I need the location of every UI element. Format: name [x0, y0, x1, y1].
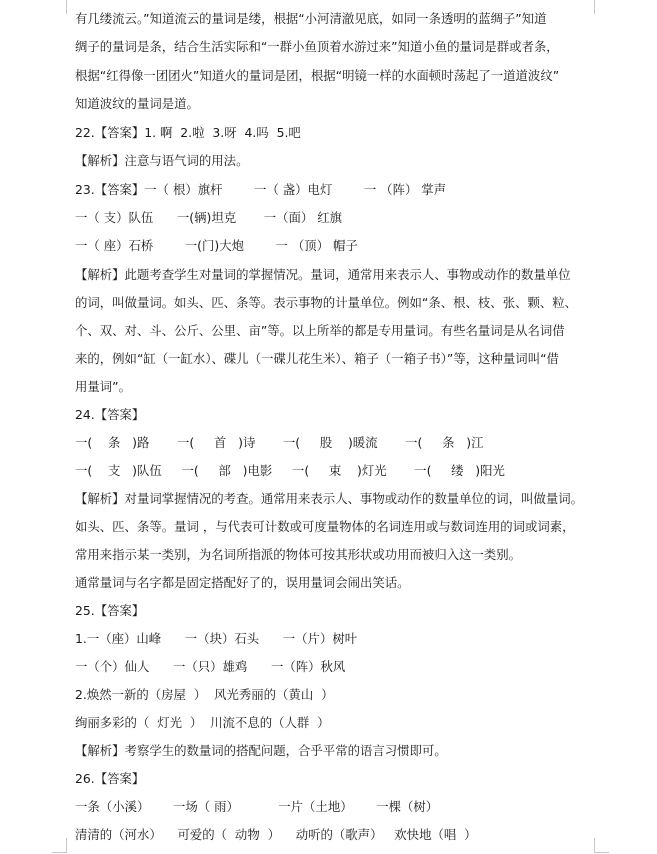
text-line: 绸子的量词是条，结合生活实际和“一群小鱼顶着水游过来”知道小鱼的量词是群或者条，: [75, 39, 559, 54]
answer-26-line: 一条（小溪） 一场（ 雨） 一片（土地） 一棵（树）: [75, 799, 439, 814]
answer-25-line: 绚丽多彩的（ 灯光 ） 川流不息的（人群 ）: [75, 715, 330, 730]
analysis-22-line: 【解析】注意与语气词的用法。: [75, 153, 249, 168]
answer-26-line: 清清的（河水） 可爱的（ 动物 ） 动听的（歌声） 欢快地（唱 ）: [75, 827, 477, 842]
answer-23-line: 23.【答案】一（ 根）旗杆 一（ 盏）电灯 一 （阵） 掌声: [75, 182, 447, 197]
text-line: 知道波纹的量词是道。: [75, 96, 199, 111]
analysis-23-line: 用量词”。: [75, 379, 131, 394]
answer-23-line: 一（ 座）石桥 一(门)大炮 一 （顶） 帽子: [75, 238, 358, 253]
answer-25-line: 一（个）仙人 一（只）雄鸡 一（阵）秋风: [75, 659, 346, 674]
answer-24-heading: 24.【答案】: [75, 407, 145, 422]
crop-mark-top-left: [52, 0, 67, 14]
answer-24-line: 一( 支 )队伍 一( 部 )电影 一( 束 )灯光 一( 缕 )阳光: [75, 463, 505, 478]
answer-25-line: 2.焕然一新的（房屋 ） 风光秀丽的（黄山 ）: [75, 687, 334, 702]
answer-24-line: 一( 条 )路 一( 首 )诗 一( 股 )暖流 一( 条 )江: [75, 435, 484, 450]
crop-mark-bottom-right: [594, 838, 609, 853]
analysis-23-line: 来的，例如“缸（一缸水）、碟儿（一碟儿花生米）、箱子（一箱子书）”等，这种量词叫“借: [75, 351, 559, 366]
analysis-24-line: 如头、匹、条等。量词 ，与代表可计数或可度量物体的名词连用或与数词连用的词或词素，: [75, 519, 575, 534]
analysis-25-line: 【解析】考察学生的数量词的搭配问题，合乎平常的语言习惯即可。: [75, 743, 447, 758]
analysis-23-line: 的词，叫做量词。如头、匹、条等。表示事物的计量单位。例如“条、根、枝、张、颗、粒、: [75, 295, 578, 310]
answer-25-line: 1.一（座）山峰 一（块）石头 一（片）树叶: [75, 631, 358, 646]
analysis-23-line: 【解析】此题考查学生对量词的掌握情况。量词，通常用来表示人、事物或动作的数量单位: [75, 267, 571, 282]
text-line: 有几缕流云。”知道流云的量词是缕，根据“小河清澈见底，如同一条透明的蓝绸子”知道: [75, 11, 547, 26]
crop-mark-top-right: [594, 0, 609, 14]
answer-22-line: 22.【答案】1. 啊 2.啦 3.呀 4.吗 5.吧: [75, 125, 301, 140]
text-line: 根据“红得像一团团火”知道火的量词是团，根据“明镜一样的水面顿时荡起了一道道波纹”: [75, 68, 560, 83]
answer-26-heading: 26.【答案】: [75, 771, 145, 786]
analysis-24-line: 常用来指示某一类别，为名词所指派的物体可按其形状或功用而被归入这一类别。: [75, 547, 522, 562]
crop-mark-bottom-left: [52, 838, 67, 853]
analysis-23-line: 个、双、对、斗、公斤、公里、亩”等。以上所举的都是专用量词。有些名量词是从名词借: [75, 323, 565, 338]
answer-25-heading: 25.【答案】: [75, 603, 145, 618]
analysis-24-line: 通常量词与名字都是固定搭配好了的，误用量词会闹出笑话。: [75, 575, 410, 590]
answer-23-line: 一（ 支）队伍 一(辆)坦克 一（面） 红旗: [75, 210, 342, 225]
analysis-24-line: 【解析】对量词掌握情况的考查。通常用来表示人、事物或动作的数量单位的词，叫做量词。: [75, 491, 584, 506]
